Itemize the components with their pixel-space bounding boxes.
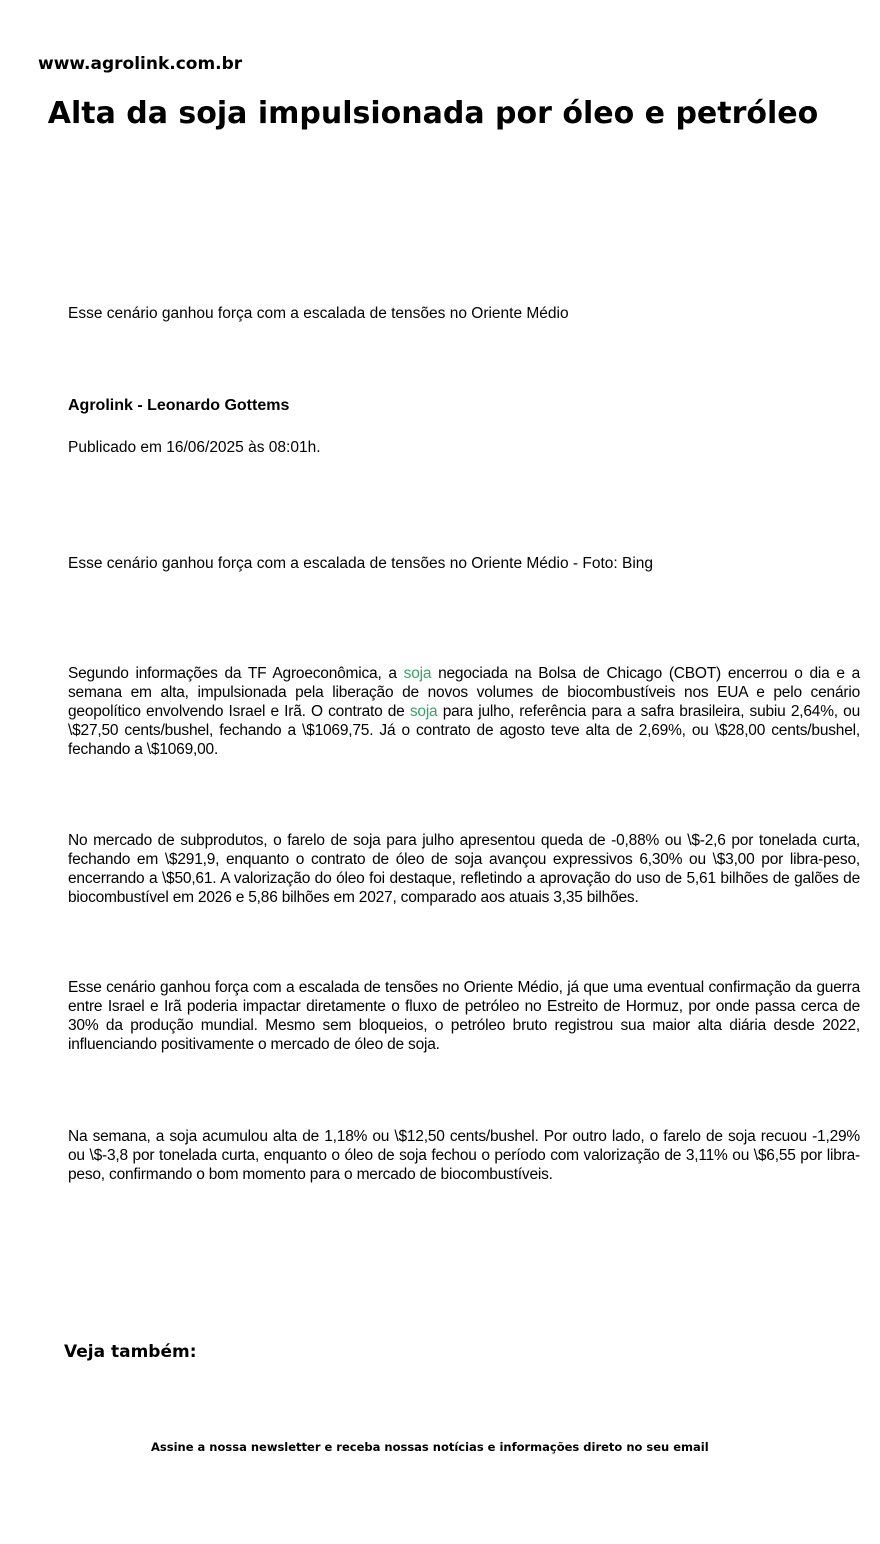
paragraph-1-text-b: negociada na Bolsa de Chicago (CBOT) encerrou o dia e a semana em alta, impulsionada pela liberação de novos volumes de biocombustíveis nos EUA e pelo cenário geopolítico envolvendo Israel e Irã. O contrato de	[68, 665, 860, 720]
image-caption: Esse cenário ganhou força com a escalada de tensões no Oriente Médio - Foto: Bing	[68, 555, 654, 572]
article-author: Agrolink - Leonardo Gottems	[68, 397, 290, 414]
soja-link[interactable]: soja	[403, 665, 432, 682]
publish-date: Publicado em 16/06/2025 às 08:01h.	[68, 439, 321, 456]
paragraph-3: Esse cenário ganhou força com a escalada de tensões no Oriente Médio, já que uma eventual confirmação da guerra entre Israel e Irã poderia impactar diretamente o fluxo de petróleo no Estreito de Hormuz, por onde passa cerca de 30% da produção mundial. Mesmo sem bloqueios, o petróleo bruto registrou sua maior alta diária desde 2022, influenciando positivamente o mercado de óleo de soja.	[68, 979, 860, 1053]
article-subtitle: Esse cenário ganhou força com a escalada de tensões no Oriente Médio	[68, 305, 569, 322]
site-url: www.agrolink.com.br	[38, 54, 243, 74]
paragraph-1-text-c: para julho, referência para a safra brasileira, subiu 2,64%, ou \$27,50 cents/bushel, fechando a \$1069,75. Já o contrato de agosto teve alta de 2,69%, ou \$28,00 cents/bushel, fechando a \$1069,00.	[68, 703, 860, 758]
paragraph-4: Na semana, a soja acumulou alta de 1,18% ou \$12,50 cents/bushel. Por outro lado, o farelo de soja recuou -1,29% ou \$-3,8 por tonelada curta, enquanto o óleo de soja fechou o período com valorização de 3,11% ou \$6,55 por libra-peso, confirmando o bom momento para o mercado de biocombustíveis.	[68, 1128, 860, 1183]
newsletter-text: Assine a nossa newsletter e receba nossas notícias e informações direto no seu email	[151, 1440, 709, 1454]
paragraph-1	[68, 664, 860, 759]
article-title: Alta da soja impulsionada por óleo e petróleo	[47, 96, 819, 131]
paragraph-1-text-a: Segundo informações da TF Agroeconômica, a	[68, 665, 404, 682]
soja-link[interactable]: soja	[409, 703, 438, 720]
paragraph-2: No mercado de subprodutos, o farelo de soja para julho apresentou queda de -0,88% ou \$-2,6 por tonelada curta, fechando em \$291,9, enquanto o contrato de óleo de soja avançou expressivos 6,30% ou \$3,00 por libra-peso, encerrando a \$50,61. A valorização do óleo foi destaque, refletindo a aprovação do uso de 5,61 bilhões de galões de biocombustível em 2026 e 5,86 bilhões em 2027, comparado aos atuais 3,35 bilhões.	[68, 832, 860, 906]
see-also-heading: Veja também:	[64, 1342, 197, 1362]
